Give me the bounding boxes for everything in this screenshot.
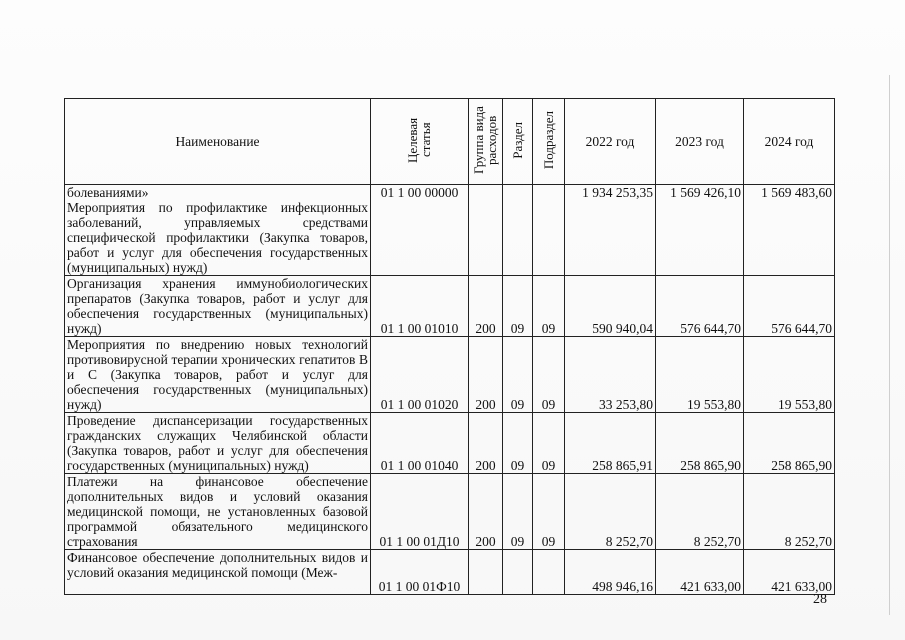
- row-amount-2023: 1 569 426,10: [656, 185, 744, 276]
- row-amount-2024: 421 633,00: [744, 550, 835, 595]
- header-target-article: [371, 99, 469, 185]
- row-amount-2023: 19 553,80: [656, 337, 744, 413]
- row-amount-2022: 33 253,80: [565, 337, 656, 413]
- row-code: 01 1 00 00000: [371, 185, 469, 276]
- row-code: 01 1 00 01Ф10: [371, 550, 469, 595]
- header-name: Наименование: [65, 99, 371, 185]
- header-year-2022: 2022 год: [565, 99, 656, 185]
- row-amount-2023: 8 252,70: [656, 474, 744, 550]
- row-name-text: болеваниями»: [67, 185, 149, 200]
- row-subsection: [533, 185, 565, 276]
- row-subsection: 09: [533, 474, 565, 550]
- row-amount-2023: 258 865,90: [656, 413, 744, 474]
- header-year-2024: 2024 год: [744, 99, 835, 185]
- row-subsection: 09: [533, 413, 565, 474]
- row-name-cell: [65, 276, 371, 337]
- row-amount-2024: 1 569 483,60: [744, 185, 835, 276]
- header-subsection: [533, 99, 565, 185]
- row-amount-2022: 258 865,91: [565, 413, 656, 474]
- table-row: [65, 276, 835, 337]
- row-amount-2022: 8 252,70: [565, 474, 656, 550]
- row-name-text: Проведение диспансеризации государственных гражданских служащих Челябинской области (Закупка товаров, работ и услуг для обеспечения государственных (муниципальных) нужд): [67, 413, 368, 473]
- row-name-cell: [65, 337, 371, 413]
- row-amount-2022: 1 934 253,35: [565, 185, 656, 276]
- table-row: [65, 185, 835, 276]
- row-amount-2023: 576 644,70: [656, 276, 744, 337]
- row-amount-2022: 498 946,16: [565, 550, 656, 595]
- row-code: 01 1 00 01Д10: [371, 474, 469, 550]
- row-name-cell: [65, 474, 371, 550]
- table-row: [65, 337, 835, 413]
- row-section: 09: [503, 413, 533, 474]
- row-section: 09: [503, 474, 533, 550]
- row-amount-2024: 576 644,70: [744, 276, 835, 337]
- table-row: [65, 550, 835, 595]
- row-expense-group: [469, 185, 503, 276]
- row-amount-2024: 258 865,90: [744, 413, 835, 474]
- budget-table: [64, 98, 835, 595]
- row-name-text: Мероприятия по внедрению новых технологий противовирусной терапии хронических гепатитов В и С (Закупка товаров, работ и услуг для обеспечения государственных (муниципальных) нужд): [67, 337, 368, 412]
- page-number: 28: [813, 592, 827, 607]
- row-code: 01 1 00 01040: [371, 413, 469, 474]
- row-name-text: Организация хранения иммунобиологических препаратов (Закупка товаров, работ и услуг для обеспечения государственных (муниципальных) нужд): [67, 276, 368, 336]
- row-code: 01 1 00 01010: [371, 276, 469, 337]
- header-expense-group: [469, 99, 503, 185]
- row-amount-2024: 8 252,70: [744, 474, 835, 550]
- row-expense-group: 200: [469, 337, 503, 413]
- header-expense-group-label: Группа вида расходов: [470, 106, 499, 174]
- row-amount-2022: 590 940,04: [565, 276, 656, 337]
- row-amount-2023: 421 633,00: [656, 550, 744, 595]
- row-section: [503, 550, 533, 595]
- row-expense-group: [469, 550, 503, 595]
- row-section: [503, 185, 533, 276]
- header-section-label: Раздел: [510, 121, 525, 159]
- table-row: [65, 474, 835, 550]
- table-row: [65, 413, 835, 474]
- header-year-2023: 2023 год: [656, 99, 744, 185]
- row-name-cell: [65, 550, 371, 595]
- row-subsection: [533, 550, 565, 595]
- row-name-cell: [65, 185, 371, 276]
- row-expense-group: 200: [469, 276, 503, 337]
- row-subsection: 09: [533, 337, 565, 413]
- table-header-row: [65, 99, 835, 185]
- page-edge-line: [889, 75, 890, 615]
- row-section: 09: [503, 276, 533, 337]
- row-code: 01 1 00 01020: [371, 337, 469, 413]
- row-name-text: Финансовое обеспечение дополнительных видов и условий оказания медицинской помощи (Меж-: [67, 550, 368, 580]
- row-expense-group: 200: [469, 413, 503, 474]
- row-name-cell: [65, 413, 371, 474]
- header-target-article-label: Целевая статья: [404, 117, 433, 163]
- row-name-text: Платежи на финансовое обеспечение дополнительных видов и условий оказания медицинской помощи, не установленных базовой программой обязательного медицинского страхования: [67, 474, 368, 549]
- header-section: [503, 99, 533, 185]
- row-section: 09: [503, 337, 533, 413]
- row-expense-group: 200: [469, 474, 503, 550]
- row-subsection: 09: [533, 276, 565, 337]
- row-name-text: Мероприятия по профилактике инфекционных заболеваний, управляемых средствами специфической профилактики (Закупка товаров, работ и услуг для обеспечения государственных (муниципальных) нужд): [67, 200, 368, 275]
- row-amount-2024: 19 553,80: [744, 337, 835, 413]
- header-subsection-label: Подраздел: [541, 110, 556, 170]
